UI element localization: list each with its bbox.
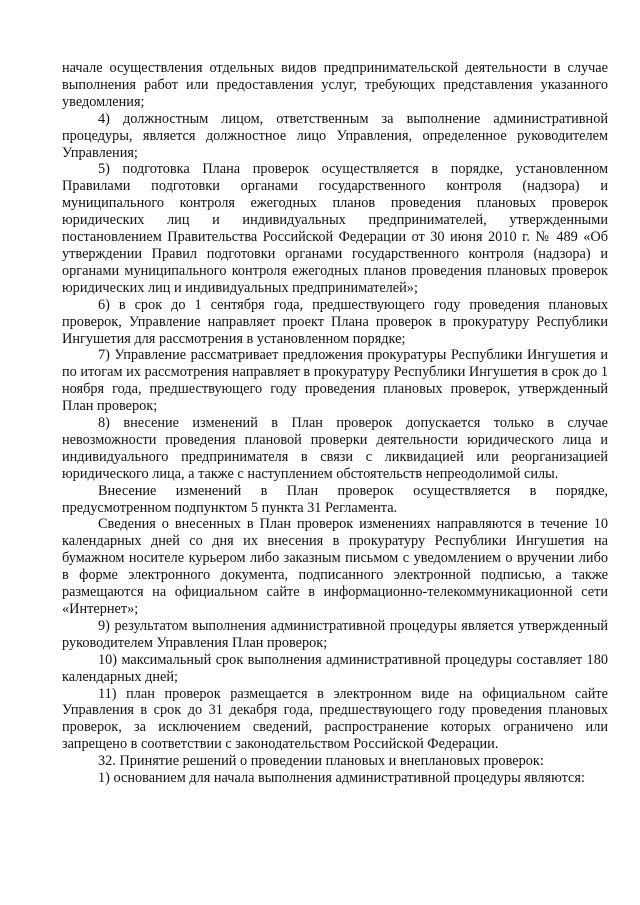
paragraph: Внесение изменений в План проверок осуществляется в порядке, предусмотренном подпунктом 5 пункта 31 Регламента. — [62, 482, 608, 516]
section-heading: 32. Принятие решений о проведении плановых и внеплановых проверок: — [98, 753, 544, 770]
paragraph: 10) максимальный срок выполнения административной процедуры составляет 180 календарных дней; — [62, 651, 608, 685]
paragraph: 8) внесение изменений в План проверок допускается только в случае невозможности проведения плановой проверки деятельности юридического лица и индивидуального предпринимателя в связи с ликвидацией или реорганизацией юридического лица, а также с наступлением обстоятельств непреодолимой силы. — [62, 415, 608, 482]
paragraph: 9) результатом выполнения административной процедуры является утвержденный руководителем Управления План проверок; — [62, 617, 608, 651]
paragraph: начале осуществления отдельных видов предпринимательской деятельности в случае выполнения работ или предоставления услуг, требующих представления указанного уведомления; — [62, 60, 608, 110]
paragraph: 6) в срок до 1 сентября года, предшествующего году проведения плановых проверок, Управление направляет проект Плана проверок в прокуратуру Республики Ингушетия для рассмотрения в установленном порядке; — [62, 296, 608, 347]
document-page — [62, 60, 608, 787]
paragraph: 11) план проверок размещается в электронном виде на официальном сайте Управления в срок до 31 декабря года, предшествующего году проведения плановых проверок, за исключением сведений, распространение которых ограничено или запрещено в соответствии с законодательством Российской Федерации. — [62, 685, 608, 753]
paragraph: 5) подготовка Плана проверок осуществляется в порядке, установленном Правилами подготовки органами государственного контроля (надзора) и муниципального контроля ежегодных планов проведения плановых проверок юридических лиц и индивидуальных предпринимателей, утвержденными постановлением Правительства Российской Федерации от 30 июня 2010 г. № 489 «Об утверждении Правил подготовки органами государственного контроля (надзора) и органами муниципального контроля ежегодных планов проведения плановых проверок юридических лиц и индивидуальных предпринимателей»; — [62, 161, 608, 296]
paragraph: Сведения о внесенных в План проверок изменениях направляются в течение 10 календарных дней со дня их внесения в прокуратуру Республики Ингушетия на бумажном носителе курьером либо заказным письмом с уведомлением о вручении либо в форме электронного документа, подписанного электронной подписью, а также размещаются на официальном сайте в информационно-телекоммуникационной сети «Интернет»; — [62, 516, 608, 617]
paragraph: 4) должностным лицом, ответственным за выполнение административной процедуры, является должностное лицо Управления, определенное руководителем Управления; — [62, 110, 608, 161]
paragraph: 1) основанием для начала выполнения административной процедуры являются: — [98, 770, 585, 787]
paragraph: 7) Управление рассматривает предложения прокуратуры Республики Ингушетия и по итогам их рассмотрения направляет в прокуратуру Республики Ингушетия в срок до 1 ноября года, предшествующего году проведения плановых проверок, утвержденный План проверок; — [62, 347, 608, 415]
